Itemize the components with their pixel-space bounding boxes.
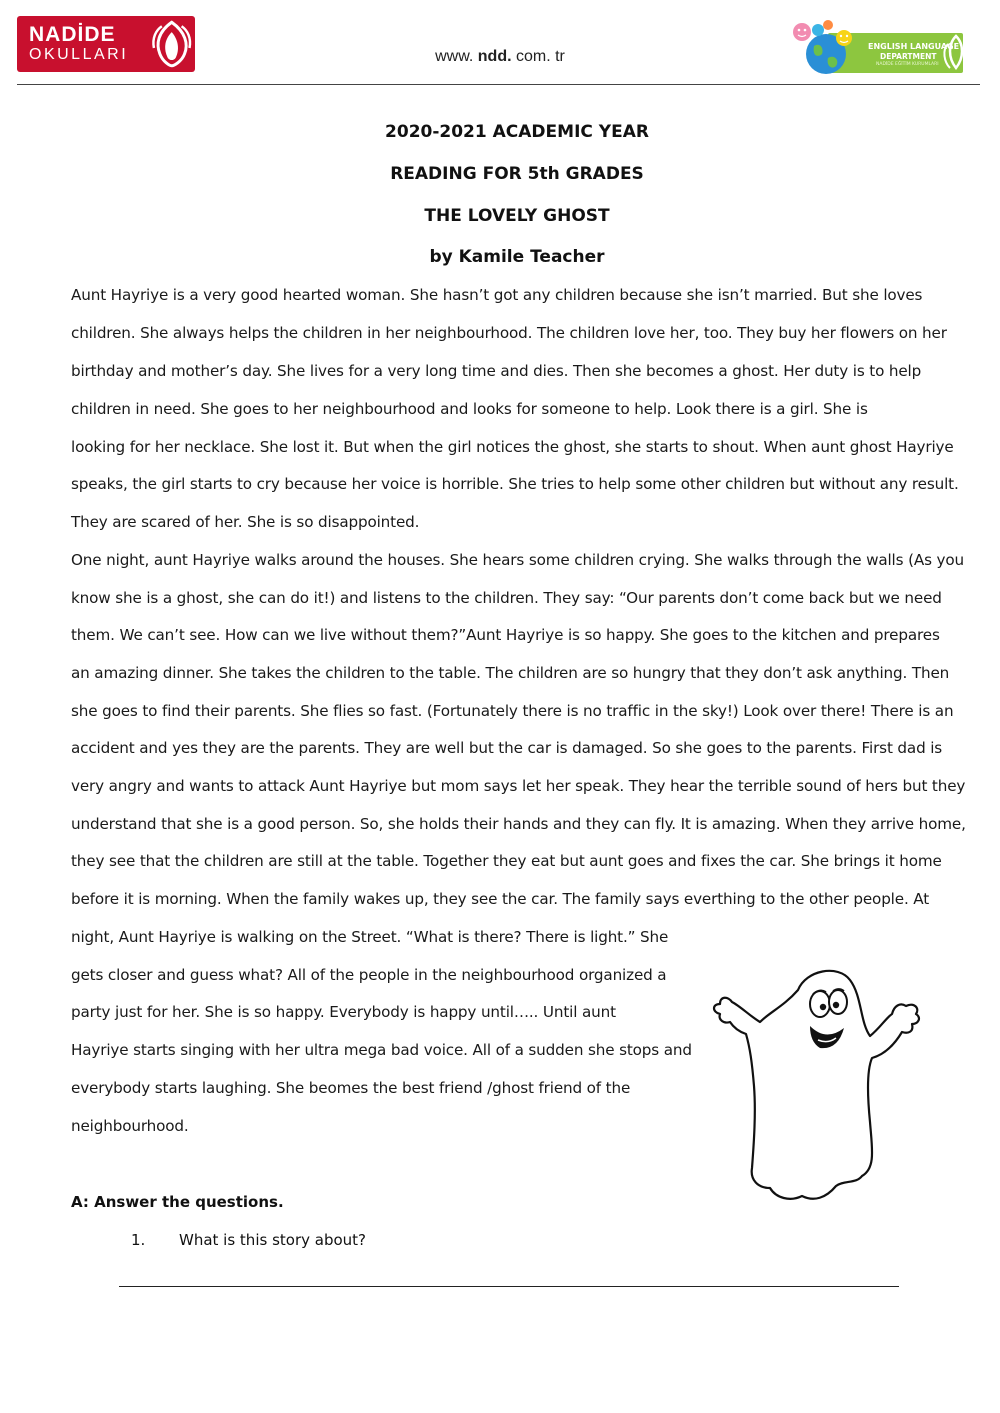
question-number: 1. xyxy=(131,1231,146,1249)
story-line: they see that the children are still at the table. Together they eat but aunt goes and fixes the car. She brings it home xyxy=(71,852,942,870)
story-line: know she is a ghost, she can do it!) and listens to the children. They say: “Our parents don’t come back but we need xyxy=(71,589,942,607)
english-department-logo xyxy=(788,16,980,76)
department-line-3: NADİDE EĞİTİM KURUMLARI xyxy=(876,62,939,67)
logo-line-2: OKULLARI xyxy=(29,46,129,63)
story-line: birthday and mother’s day. She lives for a very long time and dies. Then she becomes a ghost. Her duty is to help xyxy=(71,362,922,380)
story-line: understand that she is a good person. So, she holds their hands and they can fly. It is amazing. When they arrive home, xyxy=(71,815,966,833)
story-line: Hayriye starts singing with her ultra mega bad voice. All of a sudden she stops and xyxy=(71,1041,692,1059)
answer-line[interactable] xyxy=(119,1286,899,1287)
question-text: What is this story about? xyxy=(179,1231,366,1249)
reading-grade-title: READING FOR 5th GRADES xyxy=(390,164,644,184)
story-author: by Kamile Teacher xyxy=(429,247,605,267)
header-divider xyxy=(17,84,980,85)
story-line: children in need. She goes to her neighbourhood and looks for someone to help. Look there is a girl. She is xyxy=(71,400,868,418)
story-line: everybody starts laughing. She beomes the best friend /ghost friend of the xyxy=(71,1079,631,1097)
url-suffix: com. tr xyxy=(511,48,565,65)
story-line: children. She always helps the children in her neighbourhood. The children love her, too. They buy her flowers on her xyxy=(71,324,947,342)
story-line: night, Aunt Hayriye is walking on the Street. “What is there? There is light.” She xyxy=(71,928,669,946)
globe-kids-icon xyxy=(788,16,980,76)
academic-year-title: 2020-2021 ACADEMIC YEAR xyxy=(385,122,649,142)
url-domain: ndd. xyxy=(477,48,512,65)
department-line-1: ENGLISH LANGUAGE xyxy=(868,42,960,51)
story-line: speaks, the girl starts to cry because her voice is horrible. She tries to help some other children but without any result. xyxy=(71,475,959,493)
story-line: accident and yes they are the parents. They are well but the car is damaged. So she goes to the parents. First dad is xyxy=(71,739,943,757)
story-line: an amazing dinner. She takes the children to the table. The children are so hungry that they don’t ask anything. Then xyxy=(71,664,950,682)
logo-line-1: NADİDE xyxy=(29,23,116,46)
story-line: she goes to find their parents. She flies so fast. (Fortunately there is no traffic in the sky!) Look over there! There is an xyxy=(71,702,954,720)
story-line: party just for her. She is so happy. Everybody is happy until….. Until aunt xyxy=(71,1003,616,1021)
department-line-2: DEPARTMENT xyxy=(880,52,937,61)
story-line: One night, aunt Hayriye walks around the houses. She hears some children crying. She walks through the walls (As you xyxy=(71,551,964,569)
story-line: They are scared of her. She is so disappointed. xyxy=(71,513,420,531)
story-line: very angry and wants to attack Aunt Hayriye but mom says let her speak. They hear the terrible sound of hers but they xyxy=(71,777,966,795)
url-prefix: www. xyxy=(435,48,474,65)
story-line: Aunt Hayriye is a very good hearted woman. She hasn’t got any children because she isn’t married. But she loves xyxy=(71,286,923,304)
story-title: THE LOVELY GHOST xyxy=(424,206,610,226)
story-line: before it is morning. When the family wakes up, they see the car. The family says everthing to the other people. At xyxy=(71,890,930,908)
questions-section-heading: A: Answer the questions. xyxy=(71,1193,284,1211)
story-line: them. We can’t see. How can we live without them?”Aunt Hayriye is so happy. She goes to the kitchen and prepares xyxy=(71,626,940,644)
story-line: neighbourhood. xyxy=(71,1117,189,1135)
story-line: gets closer and guess what? All of the people in the neighbourhood organized a xyxy=(71,966,667,984)
story-line: looking for her necklace. She lost it. But when the girl notices the ghost, she starts to shout. When aunt ghost Hayriye xyxy=(71,438,954,456)
ghost-illustration-icon xyxy=(710,962,930,1204)
